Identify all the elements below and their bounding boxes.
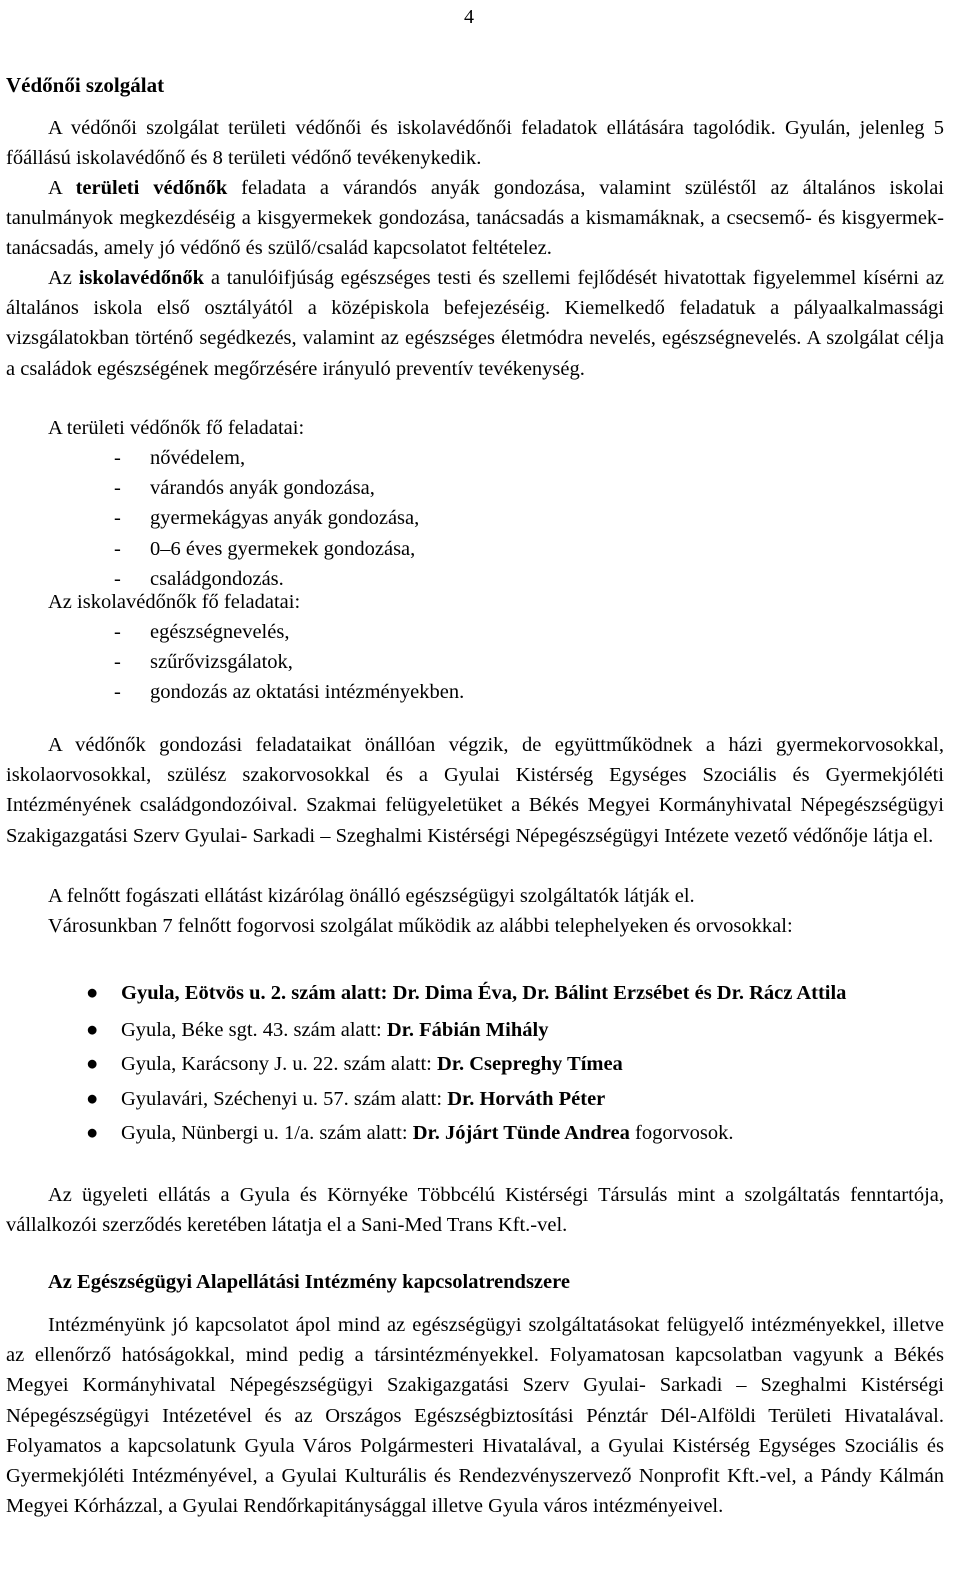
- list-item: - szűrővizsgálatok,: [114, 647, 944, 677]
- teruleti-paragraph: A területi védőnők feladata a várandós anyák gondozása, valamint szüléstől az általános iskolai tanulmányok megkezdéséig a kisgyermekek gondozása, tanácsadás a kismamáknak, a csecsemő- és kisgyermek-tanácsadás, amely jó védőnő és szülő/család kapcsolatot feltételez.: [6, 177, 944, 260]
- teruleti-tasks-list: [6, 443, 944, 594]
- bullet-icon: ●: [86, 1053, 99, 1076]
- cooperation-paragraph: A védőnők gondozási feladataikat önállóan végzik, de együttműködnek a házi gyermekorvosokkal, iskolaorvosokkal, szülész szakorvosokkal és a Gyulai Kistérség Egységes Szociális és Gyermekjóléti Intézményének családgondozóival. Szakmai felügyeletüket a Békés Megyei Kormányhivatal Népegészségügyi Szakigazgatási Szerv Gyulai- Sarkadi – Szeghalmi Kistérségi Népegészségügyi Intézete vezető védőnője látja el.: [6, 734, 944, 847]
- list-item: - várandós anyák gondozása,: [114, 473, 944, 503]
- dental-paragraph: A felnőtt fogászati ellátást kizárólag önálló egészségügyi szolgáltatók látják el.: [48, 885, 695, 907]
- intro-paragraph: A védőnői szolgálat területi védőnői és iskolavédőnői feladatok ellátására tagolódik. Gyulán, jelenleg 5 főállású iskolavédőnő és 8 területi védőnő tevékenykedik.: [6, 117, 944, 170]
- list-item: ● Gyulavári, Széchenyi u. 57. szám alatt: Dr. Horváth Péter: [6, 1084, 944, 1114]
- list-item: ● Gyula, Eötvös u. 2. szám alatt: Dr. Dima Éva, Dr. Bálint Erzsébet és Dr. Rácz Attila: [6, 978, 944, 1008]
- on-call-paragraph: Az ügyeleti ellátás a Gyula és Környéke Többcélú Kistérségi Társulás mint a szolgáltatás fenntartója, vállalkozói szerződés keretében látatja el a Sani-Med Trans Kft.-vel.: [6, 1184, 944, 1237]
- list-item: ● Gyula, Karácsony J. u. 22. szám alatt: Dr. Csepreghy Tímea: [6, 1049, 944, 1079]
- dental-sites-paragraph: Városunkban 7 felnőtt fogorvosi szolgálat működik az alábbi telephelyeken és orvosokkal:: [48, 915, 793, 937]
- relations-paragraph: Intézményünk jó kapcsolatot ápol mind az egészségügyi szolgáltatásokat felügyelő intézményekkel, illetve az ellenőrző hatóságokkal, mind pedig a társintézményekkel. Folyamatosan kapcsolatban vagyunk a Békés Megyei Kormányhivatal Népegészségügyi Szakigazgatási Szerv Gyulai- Sarkadi – Szeghalmi Kistérségi Népegészségügyi Intézetével és az Országos Egészségbiztosítási Pénztár Dél-Alföldi Területi Hivatalával. Folyamatos a kapcsolatunk Gyula Város Polgármesteri Hivatalával, a Gyulai Kistérség Egységes Szociális és Gyermekjóléti Intézményével, a Gyulai Kulturális és Rendezvényszervező Nonprofit Kft.-vel, a Pándy Kálmán Megyei Kórházzal, a Gyulai Rendőrkapitánysággal illetve Gyula város intézményeivel.: [6, 1314, 944, 1518]
- iskolavedono-paragraph: Az iskolavédőnők a tanulóifjúság egészséges testi és szellemi fejlődését hivatottak figyelemmel kísérni az általános iskola első osztályától a középiskola befejezéséig. Kiemelkedő feladatuk a pályaalkalmassági vizsgálatokban történő segédkezés, valamint az egészséges életmódra nevelés, egészségnevelés. A szolgálat célja a családok egészségének megőrzésére irányuló preventív tevékenység.: [6, 267, 944, 380]
- list-item: - családgondozás.: [114, 564, 944, 594]
- list-item: - gyermekágyas anyák gondozása,: [114, 503, 944, 533]
- list-item: ● Gyula, Nünbergi u. 1/a. szám alatt: Dr. Jójárt Tünde Andrea fogorvosok.: [6, 1118, 944, 1148]
- bullet-icon: ●: [86, 1019, 99, 1042]
- iskola-tasks-list: [6, 617, 944, 708]
- section-heading: Védőnői szolgálat: [6, 73, 165, 97]
- teruleti-tasks-title: A területi védőnők fő feladatai:: [48, 417, 305, 439]
- bullet-icon: ●: [86, 1087, 99, 1110]
- list-item: - egészségnevelés,: [114, 617, 944, 647]
- iskola-tasks-title: Az iskolavédőnők fő feladatai:: [48, 591, 301, 613]
- list-item: - nővédelem,: [114, 443, 944, 473]
- bullet-icon: ●: [86, 982, 99, 1004]
- page-number: 4: [464, 6, 474, 28]
- list-item: ● Gyula, Béke sgt. 43. szám alatt: Dr. Fábián Mihály: [6, 1015, 944, 1045]
- section-heading-2: Az Egészségügyi Alapellátási Intézmény kapcsolatrendszere: [48, 1271, 570, 1293]
- bullet-icon: ●: [86, 1121, 99, 1144]
- list-item: - gondozás az oktatási intézményekben.: [114, 677, 944, 707]
- list-item: - 0–6 éves gyermekek gondozása,: [114, 534, 944, 564]
- dentist-list: [6, 978, 944, 1148]
